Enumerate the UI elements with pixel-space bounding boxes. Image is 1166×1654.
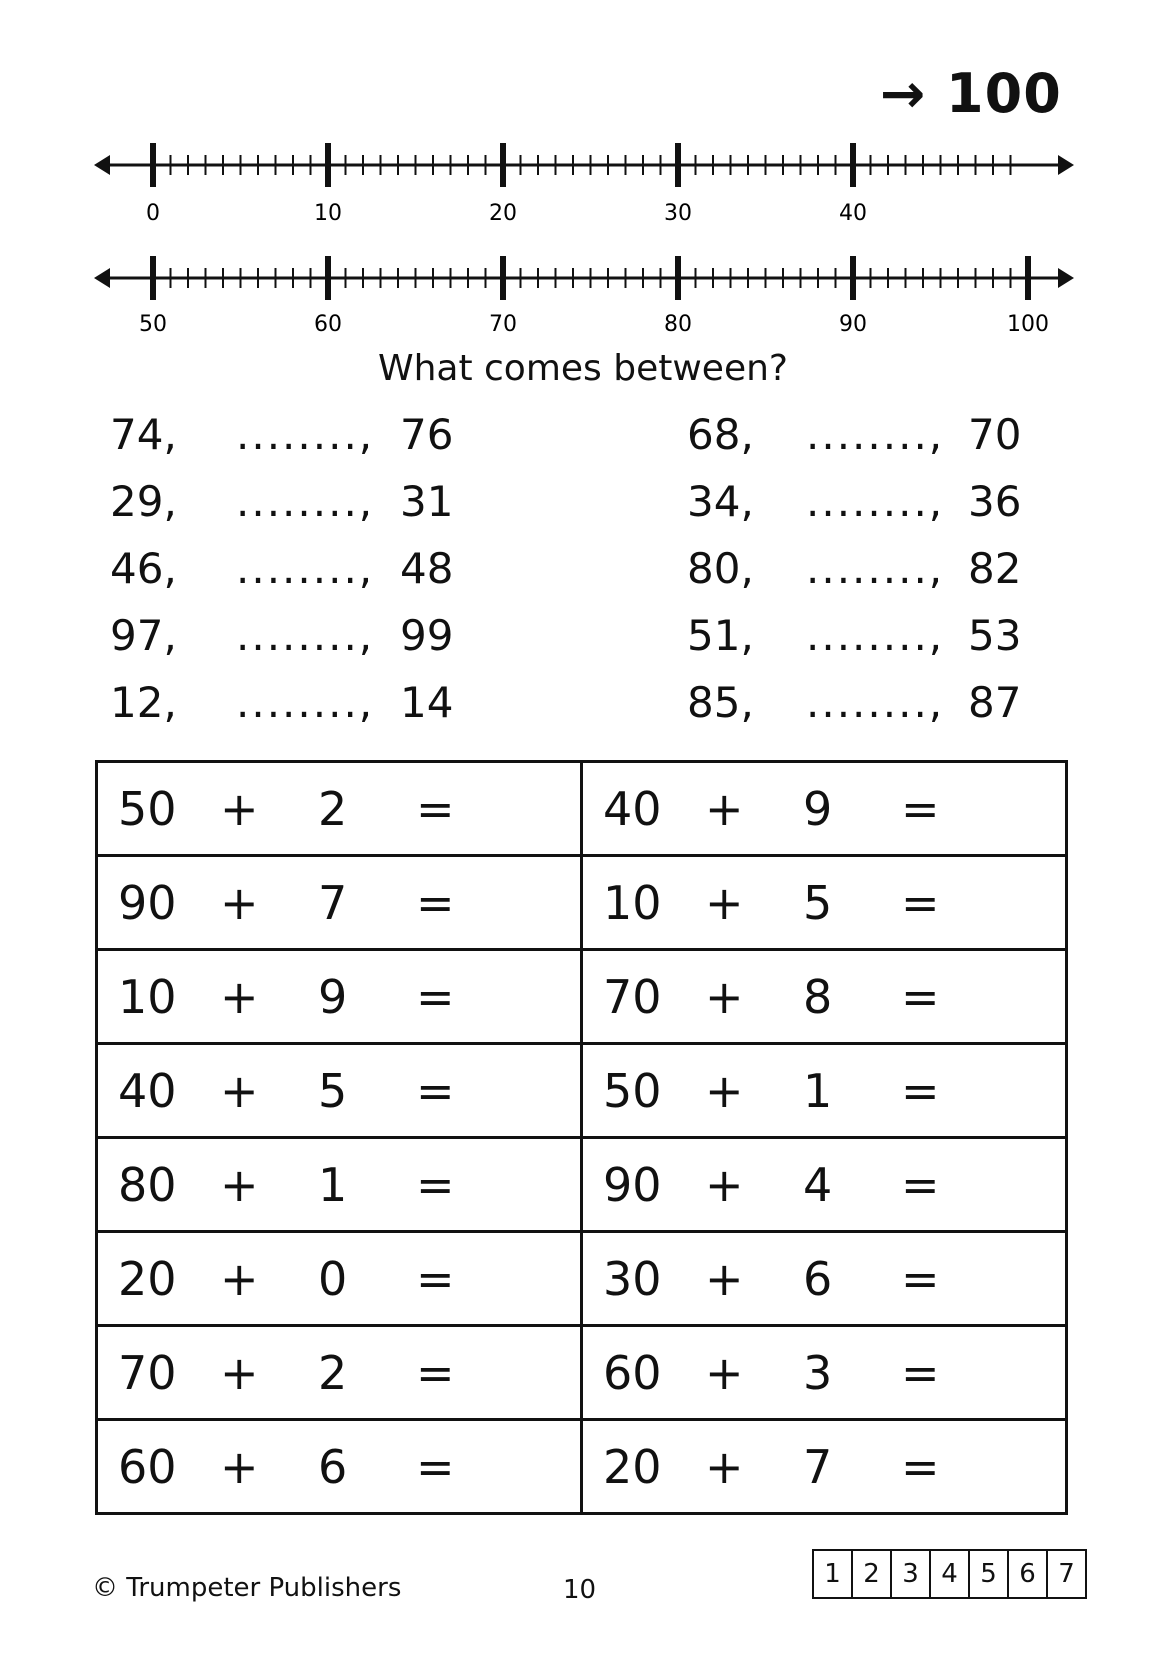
level-box: 4 bbox=[930, 1550, 969, 1598]
plus-sign: + bbox=[705, 1064, 744, 1118]
addend-b: 0 bbox=[318, 1252, 348, 1306]
sequence-row bbox=[0, 678, 1166, 738]
table-row bbox=[97, 1420, 1067, 1514]
addend-b: 2 bbox=[318, 782, 348, 836]
sequence-last: 76 bbox=[400, 410, 454, 459]
answer-blank[interactable]: ........, bbox=[236, 544, 375, 593]
equals-sign: = bbox=[416, 1064, 455, 1118]
equation-cell[interactable] bbox=[97, 1138, 582, 1232]
sequence-last: 14 bbox=[400, 678, 454, 727]
equation-cell[interactable] bbox=[582, 1044, 1067, 1138]
sequence-first: 85, bbox=[687, 678, 754, 727]
equation-cell[interactable] bbox=[582, 1326, 1067, 1420]
table-row bbox=[97, 1138, 1067, 1232]
equals-sign: = bbox=[901, 1064, 940, 1118]
plus-sign: + bbox=[220, 1064, 259, 1118]
plus-sign: + bbox=[220, 1440, 259, 1494]
addend-a: 40 bbox=[118, 1064, 177, 1118]
plus-sign: + bbox=[220, 876, 259, 930]
equals-sign: = bbox=[416, 876, 455, 930]
tick-label: 80 bbox=[664, 312, 692, 337]
addend-b: 3 bbox=[803, 1346, 833, 1400]
page-header: → 100 bbox=[880, 62, 1062, 125]
number-line-0-50-labels bbox=[146, 201, 867, 226]
tick-label: 10 bbox=[314, 201, 342, 226]
equation-cell[interactable] bbox=[582, 1420, 1067, 1514]
answer-blank[interactable]: ........, bbox=[806, 544, 945, 593]
sequence-last: 87 bbox=[968, 678, 1022, 727]
addend-a: 60 bbox=[118, 1440, 177, 1494]
equation-cell[interactable] bbox=[97, 1044, 582, 1138]
table-row bbox=[97, 1044, 1067, 1138]
plus-sign: + bbox=[705, 1252, 744, 1306]
equals-sign: = bbox=[901, 970, 940, 1024]
equals-sign: = bbox=[416, 970, 455, 1024]
tick-label: 50 bbox=[139, 312, 167, 337]
tick-label: 100 bbox=[1007, 312, 1049, 337]
addend-b: 1 bbox=[803, 1064, 833, 1118]
addend-b: 9 bbox=[803, 782, 833, 836]
addend-a: 10 bbox=[118, 970, 177, 1024]
equation-cell[interactable] bbox=[582, 762, 1067, 856]
sequence-last: 82 bbox=[968, 544, 1022, 593]
plus-sign: + bbox=[705, 1158, 744, 1212]
tick-label: 20 bbox=[489, 201, 517, 226]
addend-a: 80 bbox=[118, 1158, 177, 1212]
answer-blank[interactable]: ........, bbox=[236, 678, 375, 727]
sequence-row bbox=[0, 544, 1166, 604]
plus-sign: + bbox=[220, 782, 259, 836]
tick-label: 30 bbox=[664, 201, 692, 226]
answer-blank[interactable]: ........, bbox=[236, 477, 375, 526]
plus-sign: + bbox=[705, 876, 744, 930]
sequence-first: 68, bbox=[687, 410, 754, 459]
tick-label: 40 bbox=[839, 201, 867, 226]
sequence-row bbox=[0, 477, 1166, 537]
sequence-first: 97, bbox=[110, 611, 177, 660]
addend-a: 90 bbox=[118, 876, 177, 930]
equals-sign: = bbox=[901, 1346, 940, 1400]
plus-sign: + bbox=[705, 1346, 744, 1400]
equals-sign: = bbox=[901, 1440, 940, 1494]
addend-a: 50 bbox=[603, 1064, 662, 1118]
equation-cell[interactable] bbox=[97, 856, 582, 950]
equals-sign: = bbox=[416, 1252, 455, 1306]
equals-sign: = bbox=[416, 1440, 455, 1494]
addend-b: 4 bbox=[803, 1158, 833, 1212]
addition-table bbox=[95, 760, 1068, 1515]
sequence-last: 99 bbox=[400, 611, 454, 660]
sequence-last: 31 bbox=[400, 477, 454, 526]
tick-label: 70 bbox=[489, 312, 517, 337]
sequence-first: 51, bbox=[687, 611, 754, 660]
equals-sign: = bbox=[901, 782, 940, 836]
level-box: 2 bbox=[852, 1550, 891, 1598]
addend-a: 10 bbox=[603, 876, 662, 930]
equation-cell[interactable] bbox=[97, 950, 582, 1044]
answer-blank[interactable]: ........, bbox=[236, 611, 375, 660]
addend-b: 9 bbox=[318, 970, 348, 1024]
addend-b: 6 bbox=[318, 1440, 348, 1494]
equation-cell[interactable] bbox=[582, 950, 1067, 1044]
table-row bbox=[97, 1232, 1067, 1326]
table-row bbox=[97, 856, 1067, 950]
addend-a: 40 bbox=[603, 782, 662, 836]
sequence-first: 46, bbox=[110, 544, 177, 593]
equation-cell[interactable] bbox=[97, 1232, 582, 1326]
page-number: 10 bbox=[563, 1575, 597, 1605]
plus-sign: + bbox=[705, 970, 744, 1024]
equation-cell[interactable] bbox=[97, 1326, 582, 1420]
equals-sign: = bbox=[416, 1158, 455, 1212]
addend-a: 20 bbox=[603, 1440, 662, 1494]
number-lines bbox=[0, 120, 1166, 340]
table-row bbox=[97, 762, 1067, 856]
answer-blank[interactable]: ........, bbox=[806, 611, 945, 660]
sequence-first: 34, bbox=[687, 477, 754, 526]
equation-cell[interactable] bbox=[582, 856, 1067, 950]
sequence-first: 29, bbox=[110, 477, 177, 526]
answer-blank[interactable]: ........, bbox=[236, 410, 375, 459]
plus-sign: + bbox=[220, 1158, 259, 1212]
level-box: 5 bbox=[969, 1550, 1008, 1598]
sequence-last: 70 bbox=[968, 410, 1022, 459]
addend-b: 5 bbox=[318, 1064, 348, 1118]
sequence-first: 12, bbox=[110, 678, 177, 727]
addend-b: 7 bbox=[803, 1440, 833, 1494]
plus-sign: + bbox=[220, 1346, 259, 1400]
addend-a: 30 bbox=[603, 1252, 662, 1306]
addend-a: 60 bbox=[603, 1346, 662, 1400]
level-box: 6 bbox=[1008, 1550, 1047, 1598]
equation-cell[interactable] bbox=[97, 762, 582, 856]
addend-a: 70 bbox=[118, 1346, 177, 1400]
equation-cell[interactable] bbox=[582, 1232, 1067, 1326]
tick-label: 0 bbox=[146, 201, 160, 226]
table-row bbox=[97, 950, 1067, 1044]
level-box: 1 bbox=[813, 1550, 852, 1598]
sequence-last: 48 bbox=[400, 544, 454, 593]
addend-a: 20 bbox=[118, 1252, 177, 1306]
plus-sign: + bbox=[220, 970, 259, 1024]
answer-blank[interactable]: ........, bbox=[806, 678, 945, 727]
addend-a: 90 bbox=[603, 1158, 662, 1212]
sequence-first: 80, bbox=[687, 544, 754, 593]
equals-sign: = bbox=[901, 1252, 940, 1306]
number-line-50-100-labels bbox=[139, 312, 1049, 337]
tick-label: 90 bbox=[839, 312, 867, 337]
plus-sign: + bbox=[705, 1440, 744, 1494]
equals-sign: = bbox=[901, 876, 940, 930]
addend-b: 8 bbox=[803, 970, 833, 1024]
addend-a: 70 bbox=[603, 970, 662, 1024]
sequence-first: 74, bbox=[110, 410, 177, 459]
equals-sign: = bbox=[416, 782, 455, 836]
equals-sign: = bbox=[416, 1346, 455, 1400]
equation-cell[interactable] bbox=[97, 1420, 582, 1514]
equation-cell[interactable] bbox=[582, 1138, 1067, 1232]
addend-b: 5 bbox=[803, 876, 833, 930]
equals-sign: = bbox=[901, 1158, 940, 1212]
answer-blank[interactable]: ........, bbox=[806, 477, 945, 526]
level-box: 3 bbox=[891, 1550, 930, 1598]
copyright-notice: © Trumpeter Publishers bbox=[92, 1573, 402, 1603]
sequence-last: 53 bbox=[968, 611, 1022, 660]
level-box: 7 bbox=[1047, 1550, 1086, 1598]
sequence-row bbox=[0, 611, 1166, 671]
addend-b: 7 bbox=[318, 876, 348, 930]
table-row bbox=[97, 1326, 1067, 1420]
addend-a: 50 bbox=[118, 782, 177, 836]
addend-b: 2 bbox=[318, 1346, 348, 1400]
addend-b: 1 bbox=[318, 1158, 348, 1212]
answer-blank[interactable]: ........, bbox=[806, 410, 945, 459]
tick-label: 60 bbox=[314, 312, 342, 337]
addend-b: 6 bbox=[803, 1252, 833, 1306]
sequence-last: 36 bbox=[968, 477, 1022, 526]
question-heading: What comes between? bbox=[377, 348, 789, 389]
level-boxes bbox=[812, 1549, 1087, 1599]
plus-sign: + bbox=[705, 782, 744, 836]
sequence-row bbox=[0, 410, 1166, 470]
plus-sign: + bbox=[220, 1252, 259, 1306]
